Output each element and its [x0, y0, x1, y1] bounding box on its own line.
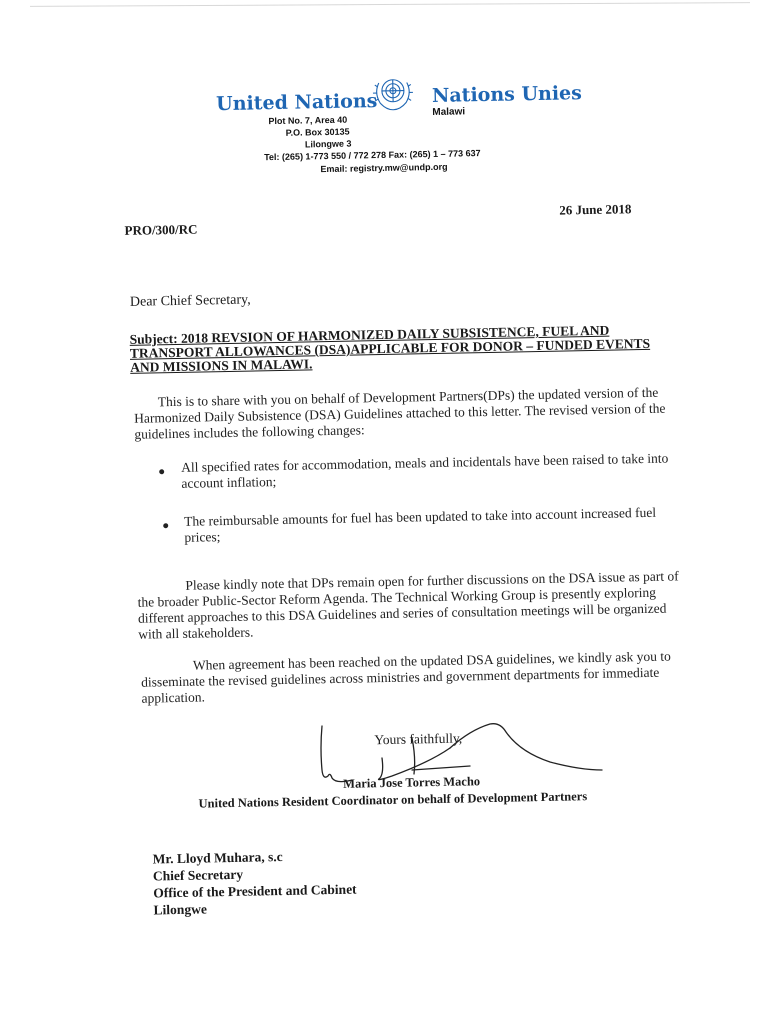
country-label: Malawi [432, 106, 465, 118]
subject-line: Subject: 2018 REVSION OF HARMONIZED DAILY SUBSISTENCE, FUEL AND TRANSPORT ALLOWANCES (DSA)APPLICABLE FOR DONOR – FUNDED EVENTS AND MISSIONS IN MALAWI. [130, 322, 671, 374]
discussion-paragraph: Please kindly note that DPs remain open for further discussions on the DSA issue as part of the broader Public-Sector Reform Agenda. The Technical Working Group is presently exploring different approaches to this DSA Guidelines and series of consultation meetings will be organized with all stakeholders. [137, 568, 683, 642]
email-line: Email: registry.mw@undp.org [320, 162, 447, 174]
handwritten-signature [300, 718, 620, 798]
closing-line: Yours faithfully, [374, 731, 462, 749]
address-line-1: Plot No. 7, Area 40 [268, 115, 347, 127]
request-paragraph: When agreement has been reached on the updated DSA guidelines, we kindly ask you to disseminate the revised guidelines across ministries and government departments for immediate application. [141, 648, 687, 706]
reference-number: PRO/300/RC [124, 222, 197, 239]
signer-name: Maria Jose Torres Macho [343, 774, 480, 792]
un-emblem-icon [370, 72, 417, 113]
org-name-en: United Nations [216, 90, 378, 115]
bullet-dot [163, 523, 168, 528]
address-line-2: P.O. Box 30135 [286, 127, 350, 138]
tel-fax-line: Tel: (265) 1-773 550 / 772 278 Fax: (265) 1 – 773 637 [264, 148, 481, 162]
recipient-line-4: Lilongwe [153, 900, 207, 918]
intro-paragraph: This is to share with you on behalf of Development Partners(DPs) the updated version of the Harmonized Daily Subsistence (DSA) Guidelines attached to this letter. The revised version of the guidelines includes the following changes: [134, 384, 680, 442]
bullet-item-2: The reimbursable amounts for fuel has been updated to take into account increased fuel prices; [184, 504, 685, 546]
signer-title: United Nations Resident Coordinator on behalf of Development Partners [198, 789, 587, 811]
address-line-3: Lilongwe 3 [305, 139, 352, 150]
salutation: Dear Chief Secretary, [130, 293, 251, 311]
org-name-fr: Nations Unies [432, 82, 582, 107]
bullet-dot [159, 469, 164, 474]
recipient-line-3: Office of the President and Cabinet [153, 881, 357, 902]
bullet-item-1: All specified rates for accommodation, meals and incidentals have been raised to take into account inflation; [181, 450, 682, 492]
letter-date: 26 June 2018 [559, 201, 632, 218]
recipient-line-1: Mr. Lloyd Muhara, s.c [152, 848, 282, 867]
recipient-line-2: Chief Secretary [153, 866, 243, 885]
